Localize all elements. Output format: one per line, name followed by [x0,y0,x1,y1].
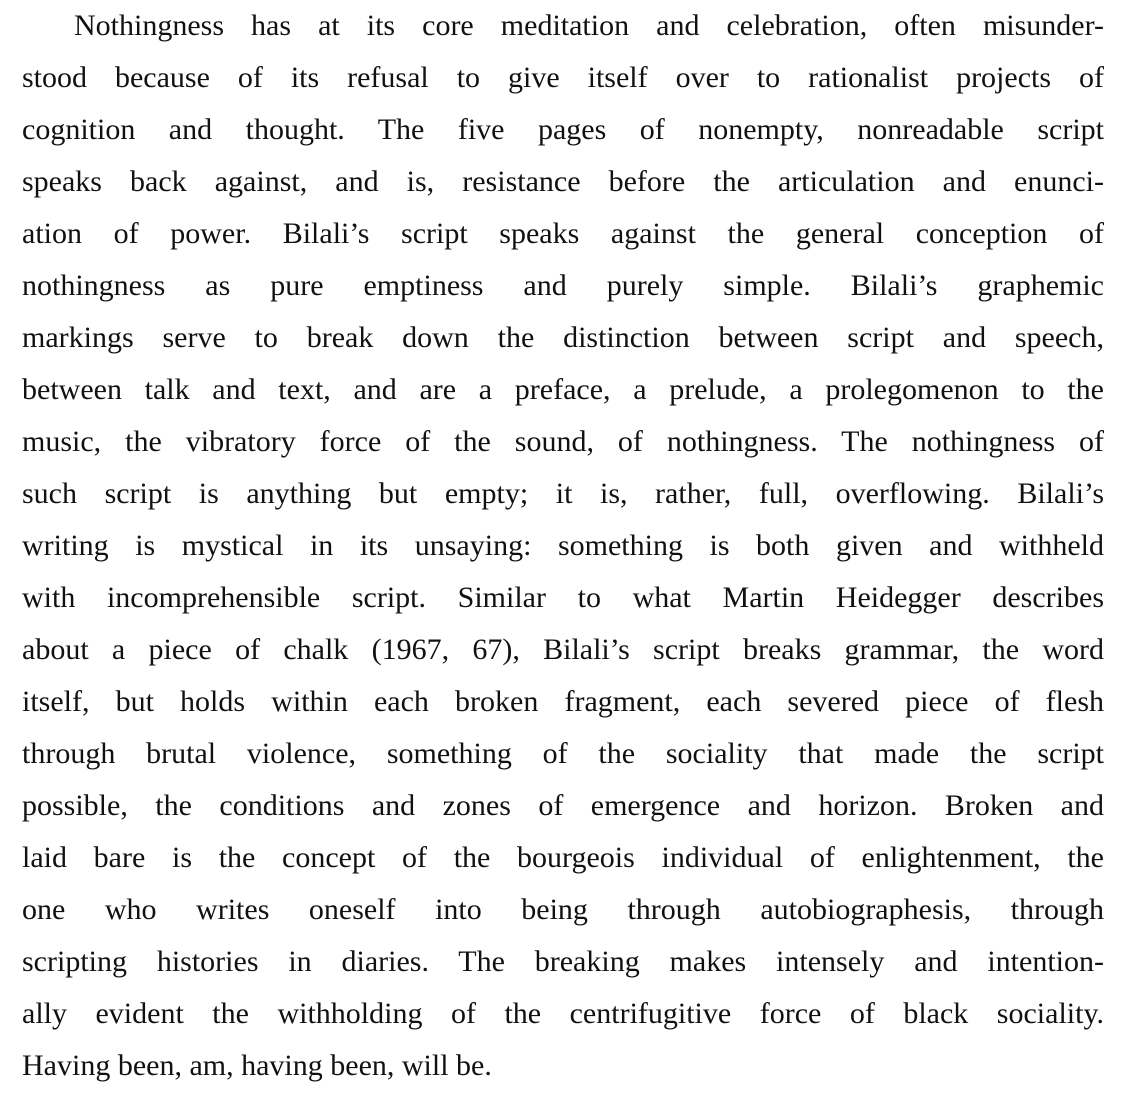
text-line: between talk and text, and are a preface, a prelude, a prolegomenon to the [22,373,1104,406]
text-line: such script is anything but empty; it is, rather, full, overflowing. Bilali’s [22,477,1104,510]
text-line: nothingness as pure emptiness and purely simple. Bilali’s graphemic [22,269,1104,302]
text-line: markings serve to break down the distinction between script and speech, [22,321,1104,354]
text-line: stood because of its refusal to give itself over to rationalist projects of [22,61,1104,94]
text-line: cognition and thought. The five pages of nonempty, nonreadable script [22,113,1104,146]
text-line: about a piece of chalk (1967, 67), Bilali’s script breaks grammar, the word [22,633,1104,666]
text-line: possible, the conditions and zones of emergence and horizon. Broken and [22,789,1104,822]
body-paragraph [22,0,1104,1092]
text-line: itself, but holds within each broken fragment, each severed piece of flesh [22,685,1104,718]
text-line: with incomprehensible script. Similar to what Martin Heidegger describes [22,581,1104,614]
text-line: Having been, am, having been, will be. [22,1049,492,1082]
text-line: ally evident the withholding of the centrifugitive force of black sociality. [22,997,1104,1030]
text-line: writing is mystical in its unsaying: something is both given and withheld [22,529,1104,562]
text-line: music, the vibratory force of the sound, of nothingness. The nothingness of [22,425,1104,458]
text-line: one who writes oneself into being through autobiographesis, through [22,893,1104,926]
text-line: ation of power. Bilali’s script speaks against the general conception of [22,217,1104,250]
text-line: through brutal violence, something of the sociality that made the script [22,737,1104,770]
text-line: laid bare is the concept of the bourgeois individual of enlightenment, the [22,841,1104,874]
text-line: scripting histories in diaries. The breaking makes intensely and intention- [22,945,1104,978]
text-line: Nothingness has at its core meditation and celebration, often misunder- [74,9,1104,42]
text-line: speaks back against, and is, resistance before the articulation and enunci- [22,165,1104,198]
